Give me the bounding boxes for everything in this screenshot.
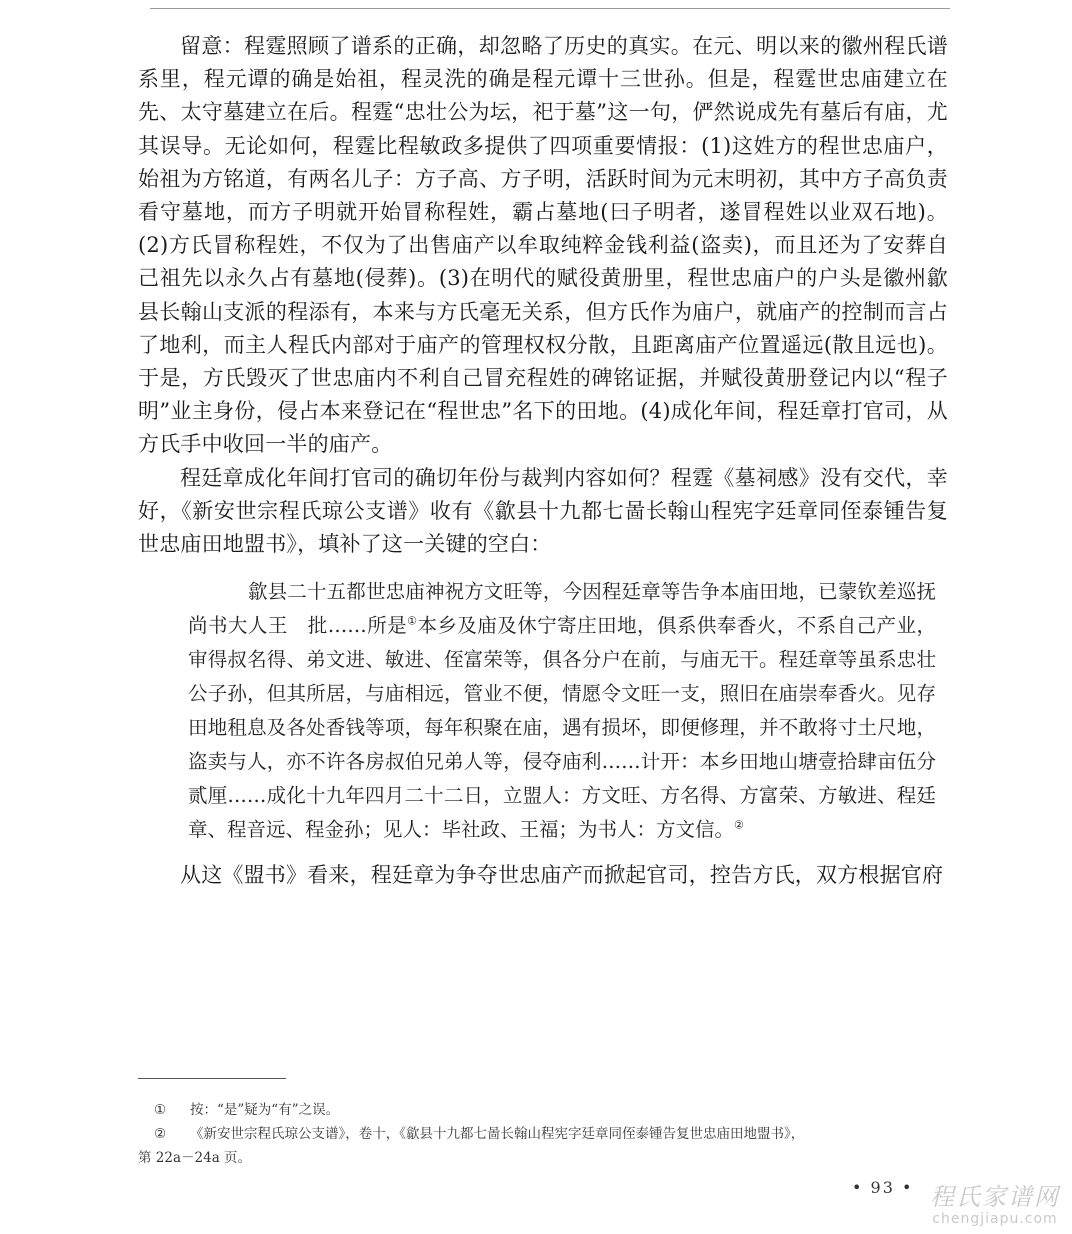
footnote-ref-2[interactable]: ② <box>734 818 744 832</box>
watermark <box>920 1184 1070 1228</box>
body-paragraph-2: 程廷章成化年间打官司的确切年份与裁判内容如何？程霆《墓祠感》没有交代，幸好，《新安世宗程氏琼公支谱》收有《歙县十九都七啚长翰山程宪字廷章同侄泰锺告复世忠庙田地盟书》，填补了这一关键的空白： <box>138 465 948 557</box>
body-paragraph-3: 从这《盟书》看来，程廷章为争夺世忠庙产而掀起官司，控告方氏，双方根据官府 <box>180 863 944 888</box>
footnote-2-text: 《新安世宗程氏琼公支谱》，卷十，《歙县十九都七啚长翰山程宪字廷章同侄泰锺告复世忠庙田地盟书》， <box>190 1126 805 1142</box>
footnote-2-marker: ② <box>154 1126 167 1142</box>
page-number: • 93 • <box>852 1178 914 1197</box>
main-text <box>138 30 948 892</box>
footnote-1-marker: ① <box>154 1102 167 1118</box>
footnote-ref-1[interactable]: ① <box>407 614 418 628</box>
footnote-2-continuation: 第 22a－24a 页。 <box>138 1150 252 1166</box>
footnote-1-text: 按：“是”疑为“有”之误。 <box>190 1102 340 1118</box>
footnote-1 <box>138 1098 948 1122</box>
body-paragraph-1: 留意：程霆照顾了谱系的正确，却忽略了历史的真实。在元、明以来的徽州程氏谱系里，程元谭的确是始祖，程灵洗的确是程元谭十三世孙。但是，程霆世忠庙建立在先、太守墓建立在后。程霆“忠壮公为坛，祀于墓”这一句，俨然说成先有墓后有庙，尤其误导。无论如何，程霆比程敏政多提供了四项重要情报：(1)这姓方的程世忠庙户，始祖为方铭道，有两名儿子：方子高、方子明，活跃时间为元末明初，其中方子高负责看守墓地，而方子明就开始冒称程姓，霸占墓地(曰子明者，遂冒程姓以业双石地)。(2)方氏冒称程姓，不仅为了出售庙产以牟取纯粹金钱利益(盗卖)，而且还为了安葬自己祖先以永久占有墓地(侵葬)。(3)在明代的赋役黄册里，程世忠庙户的户头是徽州歙县长翰山支派的程添有，本来与方氏毫无关系，但方氏作为庙户，就庙产的控制而言占了地利，而主人程氏内部对于庙产的管理权权分散，且距离庙产位置遥远(散且远也)。于是，方氏毁灭了世忠庙内不利自己冒充程姓的碑铭证据，并赋役黄册登记内以“程子明”业主身份，侵占本来登记在“程世忠”名下的田地。(4)成化年间，程廷章打官司，从方氏手中收回一半的庙产。 <box>138 34 948 457</box>
footnote-2 <box>138 1122 948 1146</box>
block-quote <box>138 575 948 847</box>
watermark-text: 程氏家谱网 <box>930 1183 1060 1211</box>
quote-text-1: 歙县二十五都世忠庙神祝方文旺等，今因程廷章等告争本庙田地，已蒙钦差巡抚尚书大人王 批……所是 <box>188 580 936 638</box>
watermark-url: chengjiapu.com <box>932 1211 1058 1227</box>
footnote-rule <box>138 1078 286 1079</box>
footnotes <box>138 1098 948 1170</box>
quote-text-2: 本乡及庙及休宁寄庄田地，俱系供奉香火，不系自己产业，审得叔名得、弟文进、敏进、侄富荣等，俱各分户在前，与庙无干。程廷章等虽系忠壮公子孙，但其所居，与庙相远，管业不便，情愿令文旺一支，照旧在庙崇奉香火。见存田地租息及各处香钱等项，每年积聚在庙，遇有损坏，即便修理，并不敢将寸土尺地，盗卖与人，亦不许各房叔伯兄弟人等，侵夺庙利……计开：本乡田地山塘壹拾肆亩伍分贰厘……成化十九年四月二十二日，立盟人：方文旺、方名得、方富荣、方敏进、程廷章、程音远、程金孙；见人：毕社政、王福；为书人：方文信。 <box>188 614 936 842</box>
header-rule <box>150 8 950 9</box>
